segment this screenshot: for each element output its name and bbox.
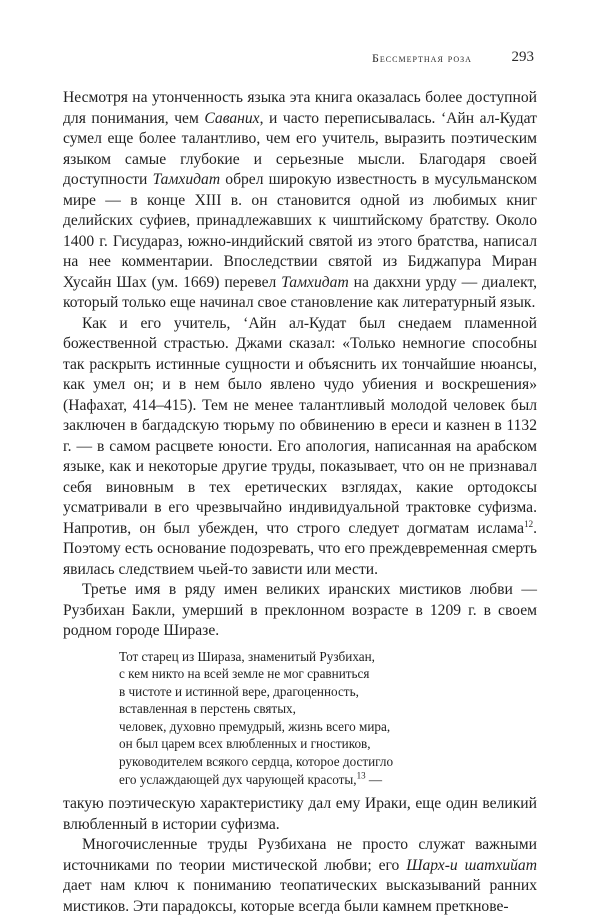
paragraph-2: [63, 314, 537, 581]
paragraph-4: такую поэтическую характеристику дал ему Ираки, еще один великий влюбленный в истории суфизма.: [63, 795, 537, 833]
verse-text: его услаждающей дух чарующей красоты,: [119, 771, 357, 787]
paragraph-1: [63, 88, 537, 314]
footnote-marker: 12: [524, 518, 534, 529]
verse-line: вставленная в перстень святых,: [119, 701, 296, 717]
book-title-italic: Тамхидат: [152, 171, 221, 188]
verse-line: он был царем всех влюбленных и гностиков,: [119, 736, 371, 752]
book-title-italic: Тамхидат: [281, 273, 349, 291]
verse-quote: [119, 648, 537, 789]
verse-dash: —: [365, 771, 383, 787]
page-number: 293: [511, 49, 534, 65]
verse-line: человек, духовно премудрый, жизнь всего мира,: [119, 718, 391, 734]
footnote-marker: 13: [356, 770, 366, 781]
book-title-italic: Шарх-и шатхийат: [406, 856, 537, 874]
main-text: [63, 88, 537, 917]
text-run: дает нам ключ к пониманию теопатических высказываний ранних мистиков. Эти парадоксы, которые всегда были камнем преткнове-: [63, 877, 537, 915]
text-run: Несмотря на утонченность языка эта книга оказалась более доступной для понимания, чем: [63, 89, 537, 127]
running-title: Бессмертная роза: [372, 51, 472, 65]
verse-line: в чистоте и истинной вере, драгоценность,: [119, 683, 359, 699]
verse-line: Тот старец из Шираза, знаменитый Рузбихан,: [119, 648, 375, 664]
book-title-italic: Саваних: [204, 109, 260, 127]
paragraph-3: Третье имя в ряду имен великих иранских мистиков любви — Рузбихан Бакли, умерший в преклонном возрасте в 1209 г. в своем родном городе Ширазе.: [63, 581, 537, 639]
text-run: , и часто переписывалась. ‘Айн ал-Кудат сумел еще более талантливо, чем его учитель, выразить поэтическим языком самые глубокие и серьезные мысли. Благодаря своей доступности: [63, 109, 537, 188]
verse-line: с кем никто на всей земле не мог сравниться: [119, 666, 370, 682]
text-run: обрел широкую известность в мусульманском мире — в конце XIII в. он становится одной из любимых книг делийских суфиев, принадлежавших к чиштийскому братству. Около 1400 г. Гисудараз, южно-индийский святой из этого братства, написал на нее комментарии. Впоследствии святой из Биджапура Миран Хусайн Шах (ум. 1669) перевел: [63, 171, 537, 291]
text-run: . Поэтому есть основание подозревать, что его преждевременная смерть явилась следствием чьей-то зависти или мести.: [63, 519, 537, 578]
text-run: Многочисленные труды Рузбихана не просто служат важными источниками по теории мистической любви; его: [63, 836, 537, 874]
text-run: Как и его учитель, ‘Айн ал-Кудат был снедаем пламенной божественной страстью. Джами сказал: «Только немногие способны так раскрыть истинные сущности и объяснить их тончайшие нюансы, как умел он; и в нем было явлено чудо убиения и воскрешения» (Нафахат, 414–415). Тем не менее талантливый молодой человек был заключен в багдадскую тюрьму по обвинению в ереси и казнен в 1132 г. — в самом расцвете юности. Его апология, написанная на арабском языке, как и некоторые другие труды, показывает, что он не признавал себя виновным в тех еретических взглядах, какие ортодоксы усматривали в его чрезвычайно индивидуальной трактовке суфизма. Напротив, он был убежден, что строго следует догматам ислама: [63, 314, 537, 537]
paragraph-5: [63, 835, 537, 917]
verse-line: руководителем всякого сердца, которое достигло: [119, 754, 394, 770]
text-run: на дакхни урду — диалект, который только еще начинал свое становление как литературный язык.: [63, 273, 537, 311]
verse-line-last: [119, 771, 537, 789]
